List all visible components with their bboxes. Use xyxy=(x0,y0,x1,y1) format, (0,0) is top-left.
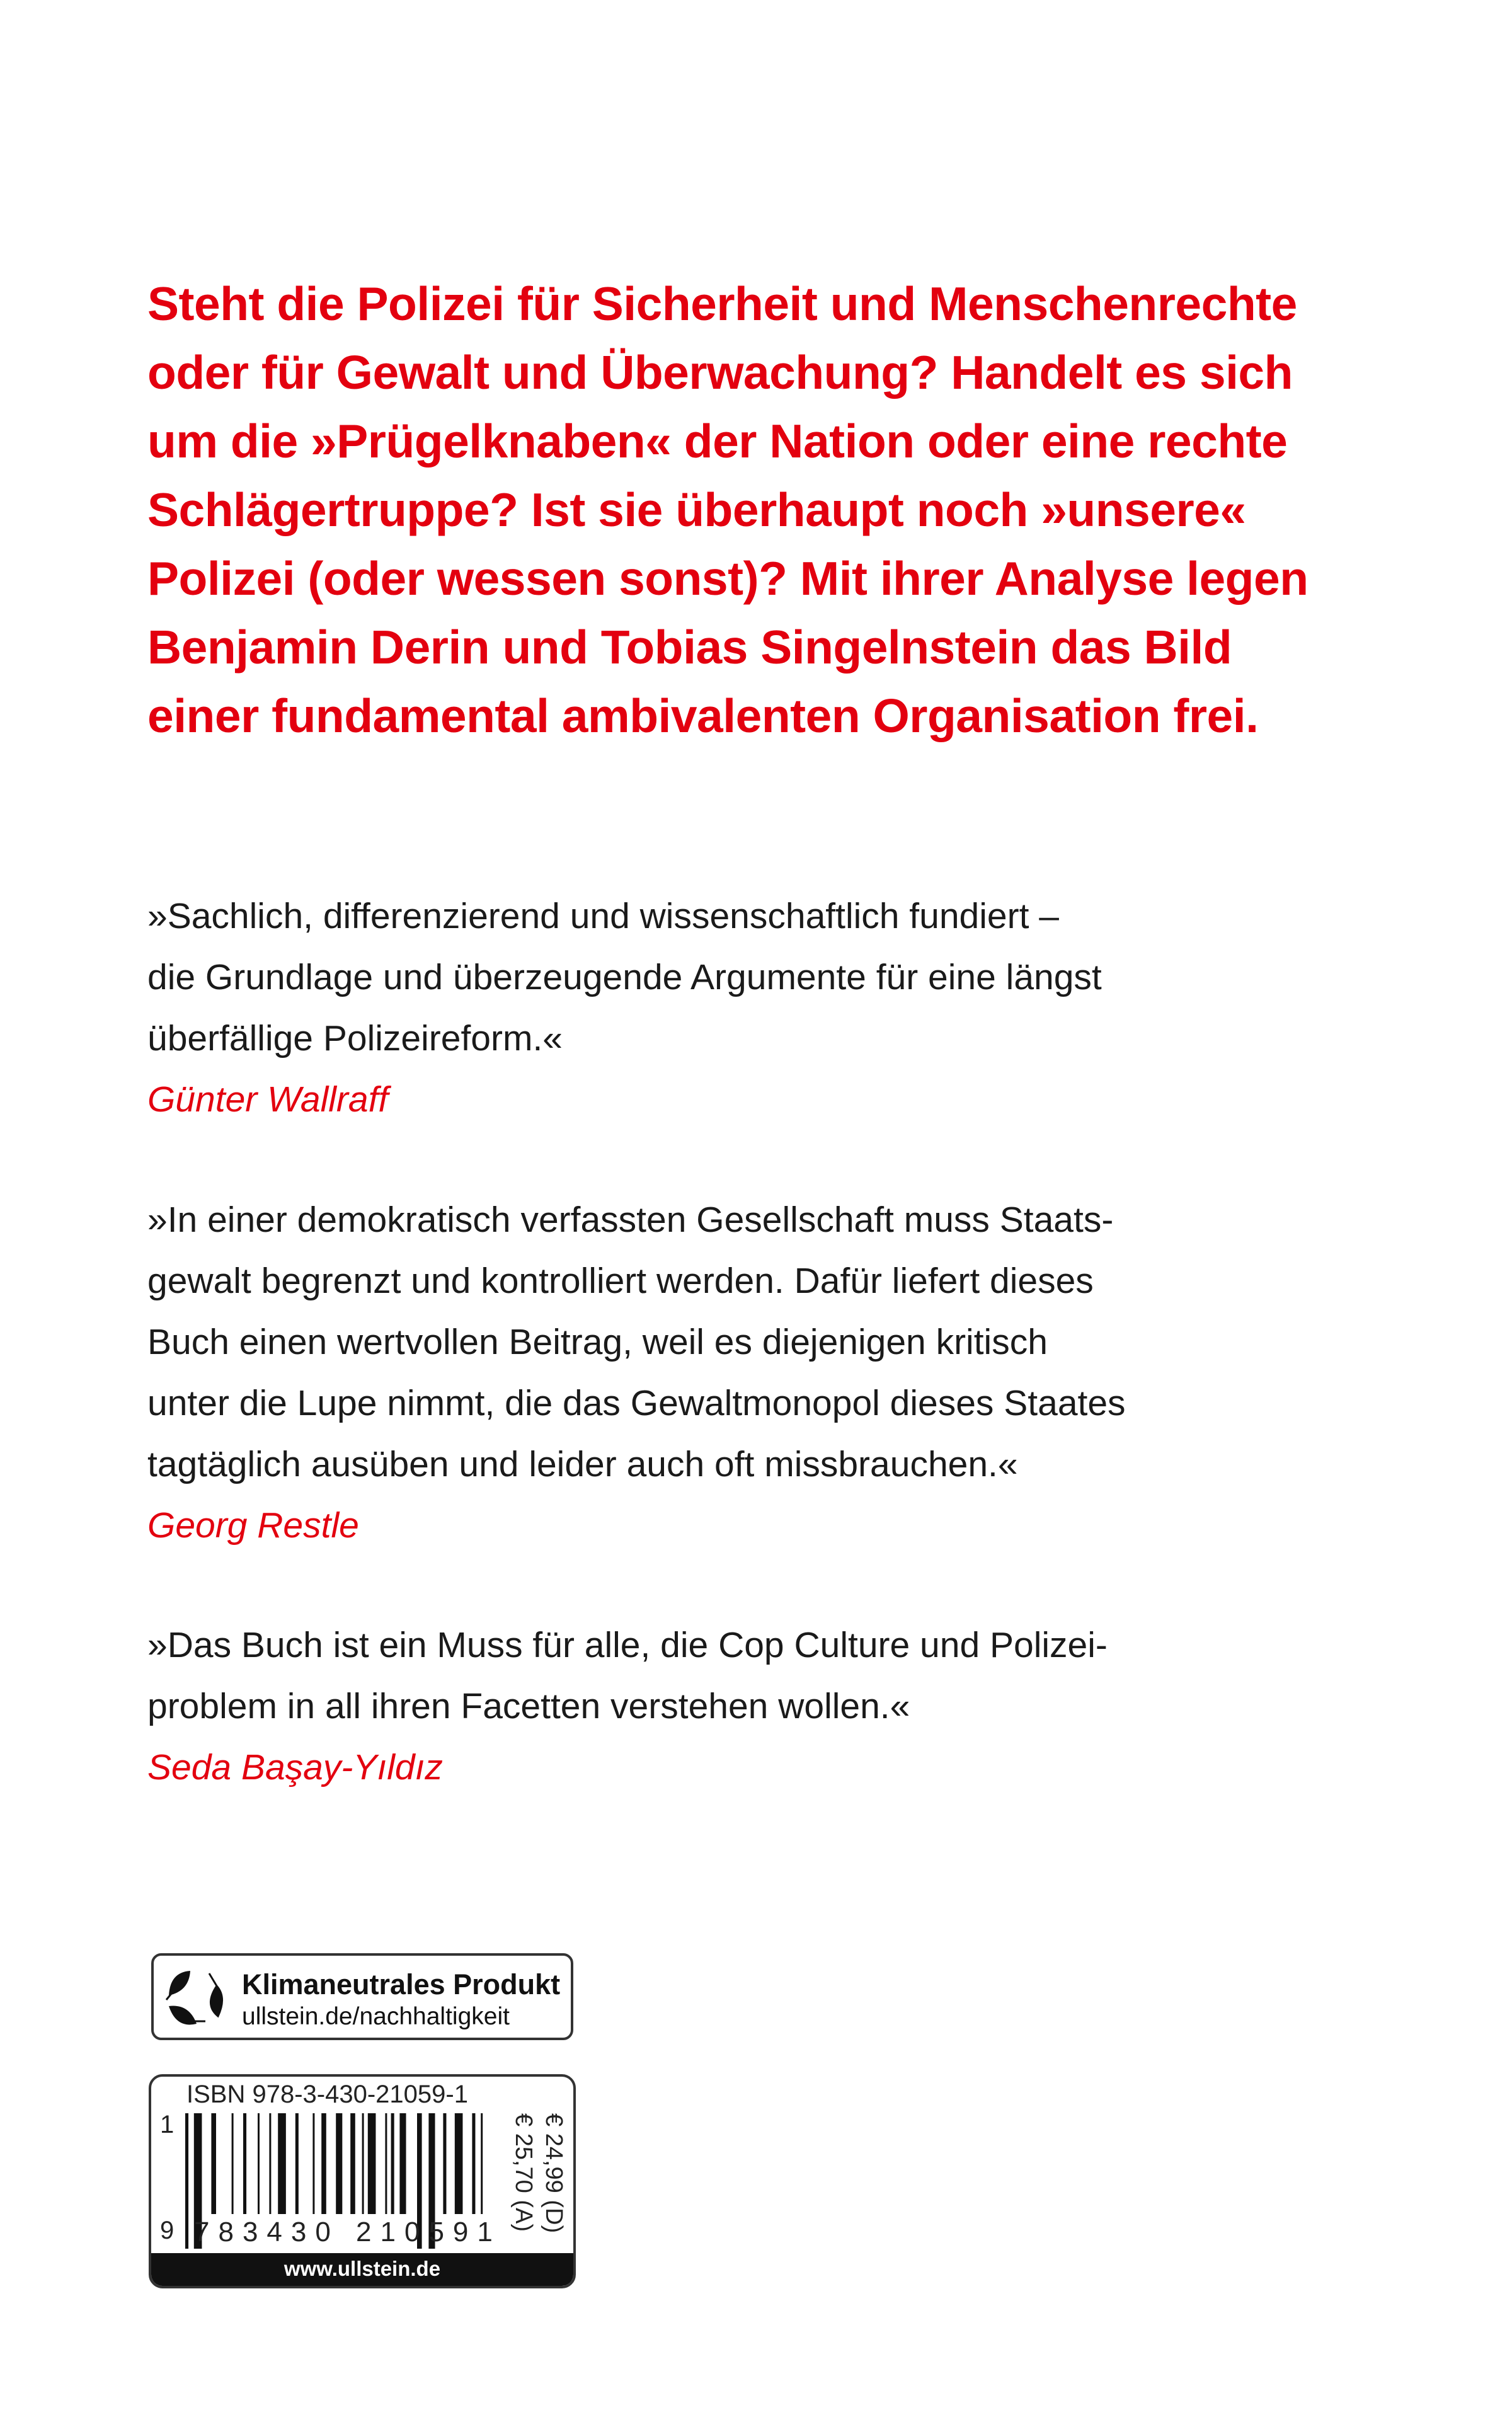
badge-url: ullstein.de/nachhaltigkeit xyxy=(242,2003,510,2030)
barcode-bar xyxy=(336,2113,342,2214)
blurb-line: Polizei (oder wessen sonst)? Mit ihrer Analyse legen xyxy=(147,552,1309,605)
barcode-bar xyxy=(295,2113,299,2214)
barcode-bar xyxy=(399,2113,406,2214)
barcode-bar xyxy=(312,2113,314,2214)
barcode-digits: 783430 210591 xyxy=(194,2217,501,2247)
quote-line: Buch einen wertvollen Beitrag, weil es diejenigen kritisch xyxy=(147,1322,1048,1362)
isbn-barcode-box xyxy=(149,2074,576,2288)
review-quote xyxy=(147,886,1407,1130)
barcode-bar xyxy=(455,2113,463,2214)
barcode-top-digit: 1 xyxy=(160,2111,175,2138)
barcode-bar xyxy=(258,2113,260,2214)
quote-line: die Grundlage und überzeugende Argumente für eine längst xyxy=(147,957,1102,997)
quote-author: Georg Restle xyxy=(147,1505,359,1546)
isbn-number: ISBN 978-3-430-21059-1 xyxy=(186,2080,468,2108)
blurb-line: Schlägertruppe? Ist sie überhaupt noch »unsere« xyxy=(147,483,1246,536)
barcode-bar xyxy=(350,2113,355,2214)
barcode-bar xyxy=(362,2113,364,2214)
blurb-line: um die »Prügelknaben« der Nation oder eine rechte xyxy=(147,415,1288,468)
quote-line: unter die Lupe nimmt, die das Gewaltmonopol dieses Staates xyxy=(147,1383,1126,1423)
quote-line: gewalt begrenzt und kontrolliert werden. Dafür liefert dieses xyxy=(147,1261,1094,1301)
barcode-bar xyxy=(385,2113,387,2214)
badge-title: Klimaneutrales Produkt xyxy=(242,1968,561,2000)
publisher-url: www.ullstein.de xyxy=(151,2253,573,2286)
barcode-bar xyxy=(391,2113,394,2214)
review-quote xyxy=(147,1190,1407,1556)
quote-line: »Das Buch ist ein Muss für alle, die Cop Culture und Polizei- xyxy=(147,1625,1108,1665)
barcode-bar xyxy=(481,2113,483,2214)
quote-author: Seda Başay-Yıldız xyxy=(147,1747,443,1787)
price-austria: € 25,70 (A) xyxy=(510,2113,537,2232)
climate-neutral-badge xyxy=(151,1953,573,2040)
leaves-cycle-icon xyxy=(164,1967,233,2030)
barcode-bar xyxy=(443,2113,446,2214)
barcode-bar xyxy=(321,2113,326,2214)
blurb-text xyxy=(147,270,1407,750)
price-germany: € 24,99 (D) xyxy=(541,2113,567,2234)
blurb-line: Steht die Polizei für Sicherheit und Menschenrechte xyxy=(147,277,1297,330)
barcode-lead-digit: 9 xyxy=(160,2217,175,2244)
review-quote xyxy=(147,1615,1407,1798)
blurb-line: Benjamin Derin und Tobias Singelnstein das Bild xyxy=(147,621,1232,674)
prices xyxy=(504,2113,567,2252)
barcode-bar xyxy=(472,2113,475,2214)
quote-line: »Sachlich, differenzierend und wissenschaftlich fundiert – xyxy=(147,896,1059,936)
blurb-line: oder für Gewalt und Überwachung? Handelt es sich xyxy=(147,346,1293,399)
barcode-bar xyxy=(243,2113,246,2214)
quote-author: Günter Wallraff xyxy=(147,1079,389,1120)
barcode-bar xyxy=(368,2113,376,2214)
barcode-bar xyxy=(185,2113,188,2249)
quote-line: überfällige Polizeireform.« xyxy=(147,1018,563,1059)
barcode-bar xyxy=(232,2113,234,2214)
barcode-bar xyxy=(269,2113,271,2214)
quote-line: »In einer demokratisch verfassten Gesellschaft muss Staats- xyxy=(147,1200,1114,1240)
quote-line: tagtäglich ausüben und leider auch oft missbrauchen.« xyxy=(147,1444,1018,1484)
barcode-bar xyxy=(211,2113,216,2214)
barcode-bar xyxy=(278,2113,286,2214)
quote-line: problem in all ihren Facetten verstehen wollen.« xyxy=(147,1686,910,1726)
blurb-line: einer fundamental ambivalenten Organisation frei. xyxy=(147,689,1259,742)
